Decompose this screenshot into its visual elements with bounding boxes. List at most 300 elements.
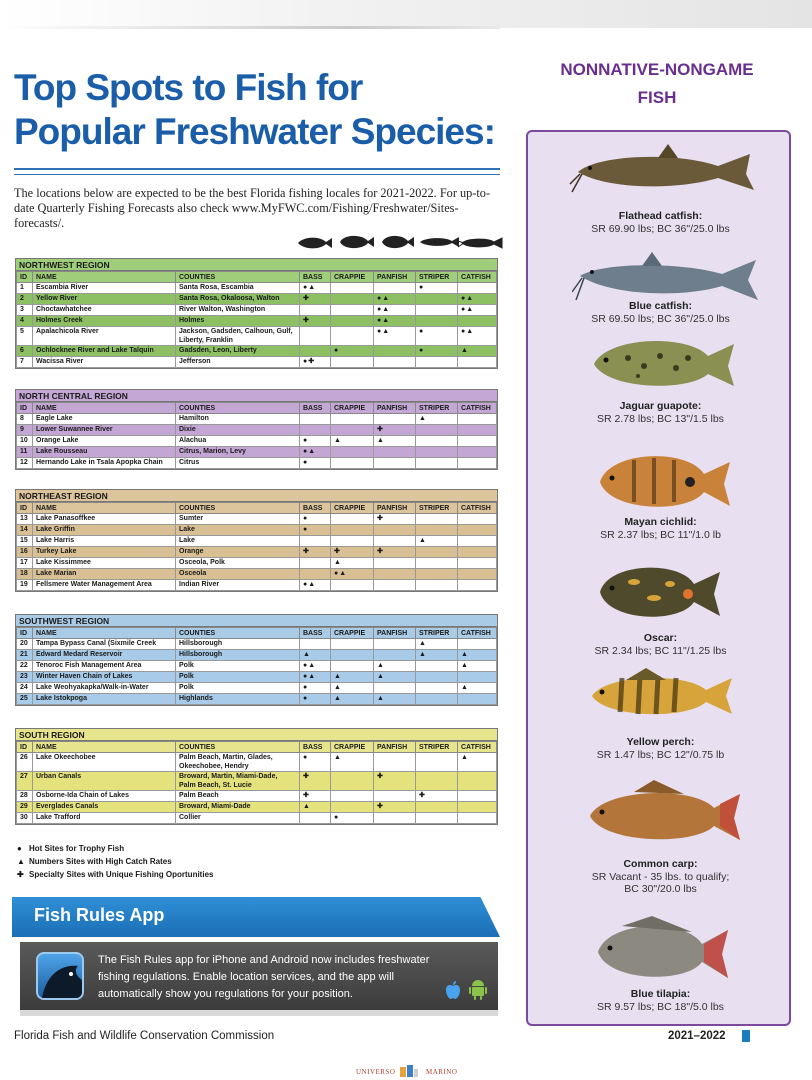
cell-panfish	[374, 525, 416, 536]
cell-name: Lake Istokpoga	[33, 694, 176, 705]
cell-striper	[416, 661, 458, 672]
cell-bass: ▲	[300, 650, 331, 661]
cell-crappie	[331, 661, 374, 672]
col-name: NAME	[33, 628, 176, 639]
region-title: SOUTH REGION	[16, 729, 497, 741]
cell-name: Lake Harris	[33, 536, 176, 547]
col-bass: BASS	[300, 742, 331, 753]
region-rows	[17, 283, 497, 368]
cell-striper	[416, 802, 458, 813]
cell-catfish	[458, 525, 497, 536]
cell-crappie: ●	[331, 346, 374, 357]
cell-striper: ●	[416, 283, 458, 294]
cell-panfish	[374, 639, 416, 650]
cell-name: Lake Weohyakapka/Walk-in-Water	[33, 683, 176, 694]
table-header-row	[17, 503, 497, 514]
cell-bass	[300, 558, 331, 569]
cell-bass	[300, 425, 331, 436]
cell-bass: ▲	[300, 802, 331, 813]
footer-year: 2021–2022	[668, 1030, 726, 1042]
cell-id: 26	[17, 753, 33, 772]
cell-bass	[300, 813, 331, 824]
cell-crappie	[331, 305, 374, 316]
cell-name: Escambia River	[33, 283, 176, 294]
cell-panfish	[374, 414, 416, 425]
cell-counties: Jefferson	[176, 357, 300, 368]
table-row	[17, 346, 497, 357]
cell-bass: ●✚	[300, 357, 331, 368]
col-catfish: CATFISH	[458, 503, 497, 514]
cell-striper	[416, 294, 458, 305]
col-counties: COUNTIES	[176, 742, 300, 753]
col-id: ID	[17, 272, 33, 283]
region-rows	[17, 514, 497, 591]
fish-record: SR 9.57 lbs; BC 18"/5.0 lbs	[597, 1001, 724, 1013]
cell-panfish: ✚	[374, 802, 416, 813]
cell-counties: Polk	[176, 672, 300, 683]
fish-name: Oscar:	[643, 632, 678, 644]
cell-catfish	[458, 283, 497, 294]
table-row	[17, 316, 497, 327]
cell-id: 20	[17, 639, 33, 650]
region-north-central	[15, 389, 498, 470]
cell-striper	[416, 753, 458, 772]
cell-striper	[416, 514, 458, 525]
legend-item-trophy	[17, 842, 317, 855]
cell-bass: ✚	[300, 294, 331, 305]
table-row	[17, 327, 497, 346]
top-decor-line	[0, 26, 500, 29]
table-row	[17, 458, 497, 469]
page-title-line1: Top Spots to Fish for	[14, 67, 363, 108]
cell-counties: Alachua	[176, 436, 300, 447]
cell-counties: Lake	[176, 525, 300, 536]
cell-panfish: ▲	[374, 694, 416, 705]
cell-name: Apalachicola River	[33, 327, 176, 346]
cell-crappie	[331, 357, 374, 368]
cell-panfish: ✚	[374, 514, 416, 525]
col-id: ID	[17, 503, 33, 514]
fish-card-common-carp	[528, 774, 793, 894]
legend-label: Hot Sites for Trophy Fish	[29, 844, 125, 853]
cell-bass: ●	[300, 525, 331, 536]
cell-bass: ✚	[300, 791, 331, 802]
col-catfish: CATFISH	[458, 272, 497, 283]
striper-silhouette-icon	[420, 237, 459, 247]
cell-id: 4	[17, 316, 33, 327]
blue-tilapia-image	[592, 916, 732, 984]
cell-panfish: ▲	[374, 672, 416, 683]
cell-striper	[416, 357, 458, 368]
region-northeast	[15, 489, 498, 592]
cell-catfish	[458, 813, 497, 824]
fish-name: Flathead catfish:	[618, 210, 703, 222]
cell-crappie	[331, 791, 374, 802]
region-title: NORTHEAST REGION	[16, 490, 497, 502]
cell-striper	[416, 436, 458, 447]
cell-panfish	[374, 558, 416, 569]
cell-counties: Palm Beach, Martin, Glades, Okeechobee, Hendry	[176, 753, 300, 772]
cell-striper: ▲	[416, 536, 458, 547]
species-icons-row	[292, 232, 504, 252]
cell-id: 3	[17, 305, 33, 316]
table-row	[17, 525, 497, 536]
cell-panfish	[374, 791, 416, 802]
cell-counties: Osceola, Polk	[176, 558, 300, 569]
cell-panfish: ▲	[374, 661, 416, 672]
cell-panfish	[374, 346, 416, 357]
cell-striper	[416, 425, 458, 436]
col-name: NAME	[33, 272, 176, 283]
cell-bass: ✚	[300, 547, 331, 558]
cell-name: Holmes Creek	[33, 316, 176, 327]
table-row	[17, 683, 497, 694]
cell-catfish	[458, 672, 497, 683]
table-row	[17, 294, 497, 305]
cell-crappie	[331, 283, 374, 294]
table-header-row	[17, 403, 497, 414]
cell-catfish	[458, 447, 497, 458]
cell-panfish	[374, 753, 416, 772]
fish-name: Blue tilapia:	[630, 988, 691, 1000]
table-row	[17, 447, 497, 458]
cell-crappie	[331, 458, 374, 469]
cell-catfish: ●▲	[458, 294, 497, 305]
cell-catfish	[458, 558, 497, 569]
fish-name: Common carp:	[623, 858, 698, 870]
panfish-silhouette-icon	[382, 236, 414, 248]
cell-bass	[300, 305, 331, 316]
cell-catfish	[458, 316, 497, 327]
cell-id: 15	[17, 536, 33, 547]
table-row	[17, 772, 497, 791]
col-crappie: CRAPPIE	[331, 628, 374, 639]
table-row	[17, 694, 497, 705]
col-panfish: PANFISH	[374, 403, 416, 414]
col-panfish: PANFISH	[374, 503, 416, 514]
cell-crappie	[331, 447, 374, 458]
cell-striper	[416, 694, 458, 705]
cell-crappie: ▲	[331, 672, 374, 683]
col-name: NAME	[33, 503, 176, 514]
cell-crappie	[331, 580, 374, 591]
cell-crappie	[331, 650, 374, 661]
col-catfish: CATFISH	[458, 742, 497, 753]
cell-id: 23	[17, 672, 33, 683]
fish-card-flathead-catfish	[528, 138, 793, 248]
cell-id: 27	[17, 772, 33, 791]
cell-panfish	[374, 580, 416, 591]
cell-id: 25	[17, 694, 33, 705]
cell-bass: ●	[300, 436, 331, 447]
col-panfish: PANFISH	[374, 272, 416, 283]
cell-bass	[300, 569, 331, 580]
crappie-silhouette-icon	[340, 236, 374, 248]
cell-catfish	[458, 580, 497, 591]
cell-name: Lake Okeechobee	[33, 753, 176, 772]
fish-record: SR 69.50 lbs; BC 36"/25.0 lbs	[591, 313, 730, 325]
cell-bass: ●	[300, 683, 331, 694]
cell-catfish	[458, 772, 497, 791]
table-row	[17, 672, 497, 683]
cell-panfish	[374, 458, 416, 469]
top-decor-bar	[0, 0, 812, 28]
cell-id: 10	[17, 436, 33, 447]
legend-item-specialty	[17, 868, 317, 881]
col-counties: COUNTIES	[176, 403, 300, 414]
col-panfish: PANFISH	[374, 628, 416, 639]
nonnative-panel	[526, 130, 791, 1026]
col-crappie: CRAPPIE	[331, 742, 374, 753]
cell-striper	[416, 558, 458, 569]
cell-catfish	[458, 414, 497, 425]
cell-crappie: ▲	[331, 683, 374, 694]
cell-id: 30	[17, 813, 33, 824]
col-panfish: PANFISH	[374, 742, 416, 753]
cell-catfish: ●▲	[458, 305, 497, 316]
cell-counties: River Walton, Washington	[176, 305, 300, 316]
cell-catfish	[458, 458, 497, 469]
app-title: Fish Rules App	[34, 905, 165, 925]
region-title: NORTH CENTRAL REGION	[16, 390, 497, 402]
android-icon	[468, 978, 488, 1000]
cell-counties: Citrus	[176, 458, 300, 469]
table-row	[17, 414, 497, 425]
cell-crappie: ▲	[331, 753, 374, 772]
fish-name: Jaguar guapote:	[619, 400, 702, 412]
cell-striper: ▲	[416, 639, 458, 650]
col-name: NAME	[33, 742, 176, 753]
cell-striper	[416, 525, 458, 536]
cell-striper	[416, 580, 458, 591]
cell-striper	[416, 305, 458, 316]
cell-id: 6	[17, 346, 33, 357]
cell-bass: ✚	[300, 316, 331, 327]
cell-catfish: ▲	[458, 346, 497, 357]
cell-bass: ●▲	[300, 672, 331, 683]
cell-name: Orange Lake	[33, 436, 176, 447]
cell-catfish	[458, 357, 497, 368]
cell-name: Ochlocknee River and Lake Talquin	[33, 346, 176, 357]
cell-id: 24	[17, 683, 33, 694]
cell-crappie	[331, 414, 374, 425]
cell-crappie	[331, 514, 374, 525]
cell-crappie	[331, 316, 374, 327]
col-crappie: CRAPPIE	[331, 272, 374, 283]
fish-card-oscar	[528, 560, 793, 660]
oscar-image	[594, 560, 724, 624]
cell-id: 2	[17, 294, 33, 305]
cell-crappie	[331, 425, 374, 436]
footer-organization: Florida Fish and Wildlife Conservation Commission	[14, 1030, 275, 1042]
cell-counties: Osceola	[176, 569, 300, 580]
app-info-box	[20, 942, 498, 1010]
table-header-row	[17, 742, 497, 753]
watermark-right: MARINO	[426, 1068, 458, 1076]
cell-panfish	[374, 569, 416, 580]
table-row	[17, 558, 497, 569]
fish-record: SR 2.78 lbs; BC 13"/1.5 lbs	[597, 413, 724, 425]
cell-counties: Polk	[176, 683, 300, 694]
cell-striper	[416, 316, 458, 327]
fish-card-jaguar-guapote	[528, 332, 793, 442]
fish-record: SR 69.90 lbs; BC 36"/25.0 lbs	[591, 223, 730, 235]
region-table	[16, 741, 497, 824]
nonnative-title	[522, 56, 792, 112]
cell-catfish: ▲	[458, 650, 497, 661]
table-header-row	[17, 628, 497, 639]
cell-counties: Gadsden, Leon, Liberty	[176, 346, 300, 357]
region-title: NORTHWEST REGION	[16, 259, 497, 271]
cell-id: 16	[17, 547, 33, 558]
region-table	[16, 402, 497, 469]
cell-crappie	[331, 772, 374, 791]
cell-crappie	[331, 536, 374, 547]
cell-bass: ●	[300, 694, 331, 705]
col-catfish: CATFISH	[458, 628, 497, 639]
cell-crappie	[331, 327, 374, 346]
cell-counties: Hillsborough	[176, 650, 300, 661]
region-table	[16, 271, 497, 368]
cell-name: Choctawhatchee	[33, 305, 176, 316]
cell-bass	[300, 414, 331, 425]
cell-name: Winter Haven Chain of Lakes	[33, 672, 176, 683]
cell-id: 17	[17, 558, 33, 569]
cell-panfish	[374, 283, 416, 294]
cell-crappie: ▲	[331, 558, 374, 569]
cell-catfish	[458, 425, 497, 436]
cell-bass	[300, 639, 331, 650]
cell-panfish: ●▲	[374, 294, 416, 305]
fish-record-line2: BC 30"/20.0 lbs	[624, 883, 697, 895]
cell-panfish: ✚	[374, 772, 416, 791]
cell-crappie: ●	[331, 813, 374, 824]
app-banner	[12, 897, 500, 937]
cell-name: Lake Kissimmee	[33, 558, 176, 569]
cell-counties: Highlands	[176, 694, 300, 705]
cell-id: 22	[17, 661, 33, 672]
table-row	[17, 283, 497, 294]
fish-name: Mayan cichlid:	[624, 516, 697, 528]
cell-counties: Lake	[176, 536, 300, 547]
cell-id: 5	[17, 327, 33, 346]
footer-accent-block	[742, 1030, 750, 1042]
cell-name: Osborne-Ida Chain of Lakes	[33, 791, 176, 802]
legend-item-numbers	[17, 855, 317, 868]
watermark	[356, 1063, 466, 1079]
cell-panfish: ✚	[374, 547, 416, 558]
table-row	[17, 305, 497, 316]
cell-panfish: ●▲	[374, 327, 416, 346]
cell-catfish: ▲	[458, 683, 497, 694]
cell-crappie	[331, 639, 374, 650]
cell-catfish	[458, 694, 497, 705]
col-bass: BASS	[300, 272, 331, 283]
cell-bass: ●▲	[300, 283, 331, 294]
col-catfish: CATFISH	[458, 403, 497, 414]
region-table	[16, 502, 497, 591]
cell-name: Wacissa River	[33, 357, 176, 368]
cell-id: 1	[17, 283, 33, 294]
cell-striper	[416, 813, 458, 824]
cell-crappie: ●▲	[331, 569, 374, 580]
nonnative-title-line1: NONNATIVE-NONGAME	[560, 60, 754, 79]
cell-id: 14	[17, 525, 33, 536]
table-row	[17, 802, 497, 813]
region-rows	[17, 753, 497, 824]
cell-striper	[416, 447, 458, 458]
cell-id: 28	[17, 791, 33, 802]
page-title	[14, 66, 504, 154]
cell-panfish: ●▲	[374, 305, 416, 316]
fish-card-yellow-perch	[528, 662, 793, 762]
cell-name: Lake Marian	[33, 569, 176, 580]
cell-panfish	[374, 536, 416, 547]
cell-catfish	[458, 514, 497, 525]
cell-bass: ●▲	[300, 580, 331, 591]
cell-counties: Polk	[176, 661, 300, 672]
fish-record: SR 2.37 lbs; BC 11"/1.0 lb	[600, 529, 721, 541]
cell-striper	[416, 772, 458, 791]
cell-counties: Orange	[176, 547, 300, 558]
cell-id: 12	[17, 458, 33, 469]
fish-name: Yellow perch:	[626, 736, 695, 748]
cell-name: Tenoroc Fish Management Area	[33, 661, 176, 672]
cell-catfish: ▲	[458, 753, 497, 772]
cell-bass	[300, 536, 331, 547]
cell-bass: ●	[300, 753, 331, 772]
cell-crappie: ▲	[331, 694, 374, 705]
cell-name: Edward Medard Reservoir	[33, 650, 176, 661]
legend-label: Numbers Sites with High Catch Rates	[29, 857, 172, 866]
table-row	[17, 514, 497, 525]
table-row	[17, 791, 497, 802]
fish-record: SR 1.47 lbs; BC 12"/0.75 lb	[596, 749, 725, 761]
cell-counties: Holmes	[176, 316, 300, 327]
table-row	[17, 425, 497, 436]
col-bass: BASS	[300, 628, 331, 639]
cell-catfish	[458, 436, 497, 447]
cell-bass	[300, 327, 331, 346]
app-box-shadow	[20, 1010, 498, 1016]
cell-crappie: ✚	[331, 547, 374, 558]
col-striper: STRIPER	[416, 742, 458, 753]
cell-striper	[416, 672, 458, 683]
cell-counties: Citrus, Marion, Levy	[176, 447, 300, 458]
cell-name: Everglades Canals	[33, 802, 176, 813]
region-south	[15, 728, 498, 825]
col-counties: COUNTIES	[176, 628, 300, 639]
app-description: The Fish Rules app for iPhone and Android now includes freshwater fishing regulations. Enable location services, and the app will automatically show you regulations for your position.	[98, 954, 430, 1000]
cell-name: Lake Griffin	[33, 525, 176, 536]
common-carp-image	[584, 780, 744, 846]
table-row	[17, 569, 497, 580]
cell-striper: ●	[416, 327, 458, 346]
cell-name: Turkey Lake	[33, 547, 176, 558]
fish-record: SR 2.34 lbs; BC 11"/1.25 lbs	[594, 645, 727, 657]
table-row	[17, 639, 497, 650]
mayan-cichlid-image	[594, 448, 734, 514]
cell-striper	[416, 458, 458, 469]
cell-name: Lake Rousseau	[33, 447, 176, 458]
cell-id: 8	[17, 414, 33, 425]
table-row	[17, 547, 497, 558]
cell-counties: Collier	[176, 813, 300, 824]
cell-name: Lower Suwannee River	[33, 425, 176, 436]
cell-name: Lake Trafford	[33, 813, 176, 824]
cell-panfish	[374, 683, 416, 694]
cell-striper	[416, 547, 458, 558]
